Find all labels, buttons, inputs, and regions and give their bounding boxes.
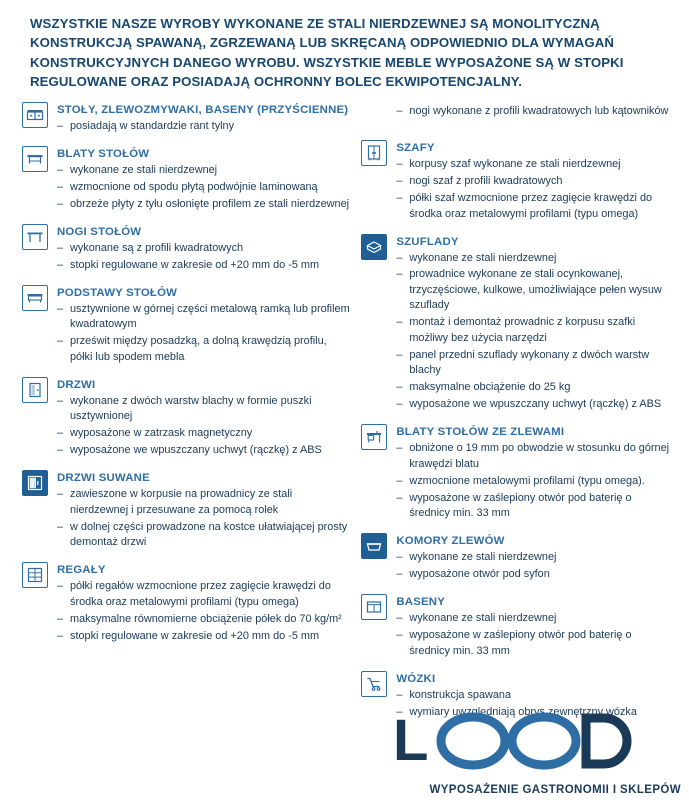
section-body <box>396 423 675 523</box>
list-item: – wzmocnione od spodu płytą podwójnie laminowaną <box>57 180 351 195</box>
section-komory-zlewow <box>361 532 675 584</box>
section-drzwi-suwane <box>22 469 351 552</box>
svg-text:L: L <box>393 708 429 772</box>
section-drzwi <box>22 376 351 460</box>
list-item: – wyposażone otwór pod syfon <box>396 567 675 582</box>
section-title: STOŁY, ZLEWOZMYWAKI, BASENY (PRZYŚCIENNE) <box>57 104 349 117</box>
section-szuflady <box>361 233 675 415</box>
section-title: SZAFY <box>396 142 435 155</box>
section-items <box>396 441 675 521</box>
section-title: REGAŁY <box>57 564 106 577</box>
table-top-icon <box>22 146 48 172</box>
section-body <box>396 103 675 121</box>
section-items <box>57 579 351 644</box>
table-sink-icon <box>22 102 48 128</box>
list-item: – wymiary uwzględniają obrys zewnętrzny wózka <box>396 705 675 720</box>
list-item: – wykonane ze stali nierdzewnej <box>396 611 675 626</box>
right-column <box>361 101 675 731</box>
section-title: WÓZKI <box>396 672 436 685</box>
section-title: DRZWI <box>57 378 96 391</box>
list-item: – prowadnice wykonane ze stali ocynkowanej, trzyczęściowe, kulkowe, umożliwiające pełen wysuw szuflady <box>396 267 675 313</box>
section-blaty-stolow-ze-zlewami <box>361 423 675 523</box>
section-title: BASENY <box>396 596 446 609</box>
section-items <box>396 157 675 222</box>
cabinet-icon <box>361 140 387 166</box>
section-items <box>57 119 351 134</box>
list-item: – wyposażone we wpuszczany uchwyt (rączkę) z ABS <box>396 397 675 412</box>
section-items <box>396 688 675 720</box>
list-item: – wykonane ze stali nierdzewnej <box>396 251 675 266</box>
section-body <box>57 376 351 460</box>
list-item: – wzmocnione metalowymi profilami (typu omega). <box>396 474 675 489</box>
section-stoly-zlewozmywaki-baseny <box>22 101 351 136</box>
section-items <box>396 611 675 659</box>
list-item: – półki regałów wzmocnione przez zagięcie krawędzi do środka oraz metalowymi profilami (typu omega) <box>57 579 351 610</box>
list-item: – usztywnione w górnej części metalową ramką lub profilem kwadratowym <box>57 302 351 333</box>
section-title: SZUFLADY <box>396 235 459 248</box>
section-items <box>57 487 351 550</box>
section-body <box>57 145 351 214</box>
section-items <box>396 251 675 413</box>
list-item: – obrzeże płyty z tyłu osłonięte profilem ze stali nierdzewnej <box>57 197 351 212</box>
logo-tagline: WYPOSAŻENIE GASTRONOMII I SKLEPÓW <box>429 784 681 796</box>
list-item: – zawieszone w korpusie na prowadnicy ze stali nierdzewnej i przesuwane za pomocą rolek <box>57 487 351 518</box>
section-szafy <box>361 139 675 223</box>
section-title: DRZWI SUWANE <box>57 472 150 485</box>
basin-icon <box>361 594 387 620</box>
section-title: NOGI STOŁÓW <box>57 226 142 238</box>
table-base-icon <box>22 285 48 311</box>
section-items <box>396 104 675 119</box>
list-item: – wykonane z dwóch warstw blachy w formie puszki usztywnionej <box>57 394 351 425</box>
list-item: – wykonane są z profili kwadratowych <box>57 241 351 256</box>
section-body <box>57 561 351 645</box>
list-item: – wyposażone w zaślepiony otwór pod baterię o średnicy min. 33 mm <box>396 491 675 522</box>
section-body <box>57 469 351 552</box>
section-body <box>57 101 351 136</box>
list-item: – wyposażone we wpuszczany uchwyt (rączkę) z ABS <box>57 443 351 458</box>
list-item: – wykonane ze stali nierdzewnej <box>396 550 675 565</box>
section-regaly <box>22 561 351 645</box>
list-item: – stopki regulowane w zakresie od +20 mm do -5 mm <box>57 258 351 273</box>
sliding-door-icon <box>22 470 48 496</box>
section-baseny <box>361 593 675 660</box>
section-items <box>57 241 351 273</box>
list-item: – wyposażone w zatrzask magnetyczny <box>57 426 351 441</box>
list-item: – wykonane ze stali nierdzewnej <box>57 163 351 178</box>
trolley-icon <box>361 671 387 697</box>
section-body <box>396 139 675 223</box>
section-items <box>57 302 351 365</box>
section-body <box>396 670 675 722</box>
table-legs-icon <box>22 224 48 250</box>
intro-paragraph: WSZYSTKIE NASZE WYROBY WYKONANE ZE STALI NIERDZEWNEJ SĄ MONOLITYCZNĄ KONSTRUKCJĄ SPAWANĄ, ZGRZEWANĄ LUB SKRĘCANĄ ODPOWIEDNIO DLA WYMAGAŃ KONSTRUKCYJNYCH DANEGO WYROBU. WSZYSTKIE MEBLE WYPOSAŻONE SĄ W STOPKI REGULOWANE ORAZ POSIADAJĄ OCHRONNY BOLEC EKWIPOTENCJALNY. <box>30 16 624 89</box>
sink-table-icon <box>361 424 387 450</box>
list-item: – prześwit między posadzką, a dolną krawędzią profilu, półki lub spodem mebla <box>57 334 351 365</box>
list-item: – konstrukcja spawana <box>396 688 675 703</box>
list-item: – nogi szaf z profili kwadratowych <box>396 174 675 189</box>
section-continuation <box>361 103 675 130</box>
drawer-icon <box>361 234 387 260</box>
list-item: – stopki regulowane w zakresie od +20 mm do -5 mm <box>57 629 351 644</box>
sink-chamber-icon <box>361 533 387 559</box>
section-title: BLATY STOŁÓW <box>57 148 150 161</box>
content-columns <box>0 95 689 731</box>
section-body <box>396 233 675 415</box>
list-item: – wyposażone w zaślepiony otwór pod baterię o średnicy min. 33 mm <box>396 628 675 659</box>
section-items <box>57 163 351 212</box>
door-icon <box>22 377 48 403</box>
list-item: – maksymalne obciążenie do 25 kg <box>396 380 675 395</box>
section-title: PODSTAWY STOŁÓW <box>57 286 178 299</box>
list-item: – montaż i demontaż prowadnic z korpusu szafki możliwy bez użycia narzędzi <box>396 315 675 346</box>
section-nogi-stolow <box>22 223 351 275</box>
left-column <box>22 101 351 731</box>
section-items <box>396 550 675 582</box>
section-title: KOMORY ZLEWÓW <box>396 535 505 548</box>
section-body <box>396 593 675 660</box>
list-item: – w dolnej części prowadzone na kostce ułatwiającej prosty demontaż drzwi <box>57 520 351 551</box>
list-item: – nogi wykonane z profili kwadratowych lub kątowników <box>396 104 675 119</box>
section-blaty-stolow <box>22 145 351 214</box>
section-items <box>57 394 351 459</box>
section-body <box>57 284 351 367</box>
list-item: – maksymalne równomierne obciążenie półek do 70 kg/m² <box>57 612 351 627</box>
shelving-icon <box>22 562 48 588</box>
list-item: – korpusy szaf wykonane ze stali nierdzewnej <box>396 157 675 172</box>
section-wozki <box>361 670 675 722</box>
list-item: – półki szaf wzmocnione przez zagięcie krawędzi do środka oraz metalowymi profilami (typu omega) <box>396 191 675 222</box>
list-item: – obniżone o 19 mm po obwodzie w stosunku do górnej krawędzi blatu <box>396 441 675 472</box>
list-item: – posiadają w standardzie rant tylny <box>57 119 351 134</box>
section-body <box>396 532 675 584</box>
section-body <box>57 223 351 275</box>
section-title: BLATY STOŁÓW ZE ZLEWAMI <box>396 426 565 439</box>
section-podstawy-stolow <box>22 284 351 367</box>
list-item: – panel przedni szuflady wykonany z dwóch warstw blachy <box>396 348 675 379</box>
